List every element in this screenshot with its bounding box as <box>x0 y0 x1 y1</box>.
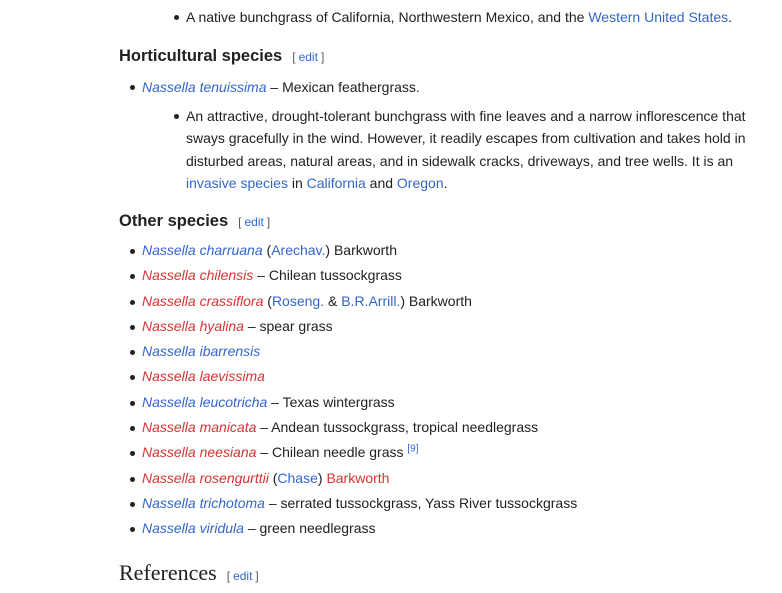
edit-section: [ edit ] <box>226 569 259 583</box>
species-link[interactable]: Nassella trichotoma <box>142 494 265 511</box>
species-link[interactable]: Nassella ibarrensis <box>142 343 261 360</box>
species-link[interactable]: Nassella crassiflora <box>142 292 264 309</box>
edit-link[interactable]: edit <box>298 50 318 64</box>
species-link[interactable]: Nassella neesiana <box>142 444 257 461</box>
author-link[interactable]: Chase <box>277 469 318 486</box>
edit-section: [ edit ] <box>292 50 325 64</box>
list-item: Nassella hyalina – spear grass <box>142 314 577 339</box>
species-link[interactable]: Nassella rosengurttii <box>142 469 269 486</box>
list-item: A native bunchgrass of California, Northwestern Mexico, and the Western United States. <box>186 6 732 29</box>
list-item: Nassella neesiana – Chilean needle grass [9] <box>142 440 577 465</box>
species-link[interactable]: Nassella laevissima <box>142 368 265 385</box>
edit-link[interactable]: edit <box>233 569 253 583</box>
species-link[interactable]: Nassella hyalina <box>142 317 244 334</box>
edit-section: [ edit ] <box>238 215 271 229</box>
species-link[interactable]: Nassella viridula <box>142 520 244 537</box>
list-item: Nassella rosengurttii (Chase) Barkworth <box>142 466 577 491</box>
edit-link[interactable]: edit <box>244 215 264 229</box>
species-link[interactable]: Nassella tenuissima <box>142 79 267 95</box>
species-link[interactable]: Nassella chilensis <box>142 267 254 284</box>
california-link[interactable]: California <box>306 175 366 191</box>
list-item: Nassella tenuissima – Mexican feathergrass. An attractive, drought-tolerant bunchgrass with fine leaves and a narrow inflorescence that sways gracefully in the wind. However, it readily escapes from cultivation and takes hold in disturbed areas, natural areas, and in sidewalk cracks, driveways, and tree wells. It is an invasive species in California and Oregon. <box>142 76 759 195</box>
horticultural-list <box>119 76 759 195</box>
species-link[interactable]: Nassella charruana <box>142 242 263 258</box>
author-link[interactable]: B.R.Arrill. <box>341 292 401 309</box>
oregon-link[interactable]: Oregon <box>396 175 444 191</box>
sub-list <box>142 105 759 195</box>
list-item <box>142 339 577 364</box>
list-item: Nassella manicata – Andean tussockgrass, tropical needlegrass <box>142 415 577 440</box>
list-item: Nassella viridula – green needlegrass <box>142 516 577 541</box>
list-item: Nassella leucotricha – Texas wintergrass <box>142 390 577 415</box>
list-item: Nassella charruana (Arechav.) Barkworth <box>142 238 577 263</box>
other-species-heading: Other species [ edit ] <box>119 212 271 230</box>
invasive-species-link[interactable]: invasive species <box>186 175 288 191</box>
other-species-list <box>119 238 577 542</box>
author-link[interactable]: Arechav. <box>271 242 326 258</box>
species-link[interactable]: Nassella manicata <box>142 419 257 436</box>
list-item: Nassella crassiflora (Roseng. & B.R.Arrill.) Barkworth <box>142 289 577 314</box>
references-heading: References [ edit ] <box>119 560 259 585</box>
species-link[interactable]: Nassella leucotricha <box>142 393 268 410</box>
author-link[interactable]: Barkworth <box>326 469 390 486</box>
reference-link[interactable]: [9] <box>407 443 419 455</box>
intro-list <box>119 6 732 29</box>
list-item: Nassella chilensis – Chilean tussockgrass <box>142 263 577 288</box>
list-item: An attractive, drought-tolerant bunchgrass with fine leaves and a narrow inflorescence that sways gracefully in the wind. However, it readily escapes from cultivation and takes hold in disturbed areas, natural areas, and in sidewalk cracks, driveways, and tree wells. It is an invasive species in California and Oregon. <box>186 105 766 195</box>
horticultural-heading: Horticultural species [ edit ] <box>119 47 325 65</box>
author-link[interactable]: Roseng. <box>271 292 325 309</box>
western-us-link[interactable]: Western United States <box>588 9 729 25</box>
list-item: Nassella trichotoma – serrated tussockgrass, Yass River tussockgrass <box>142 491 577 516</box>
list-item <box>142 364 577 389</box>
